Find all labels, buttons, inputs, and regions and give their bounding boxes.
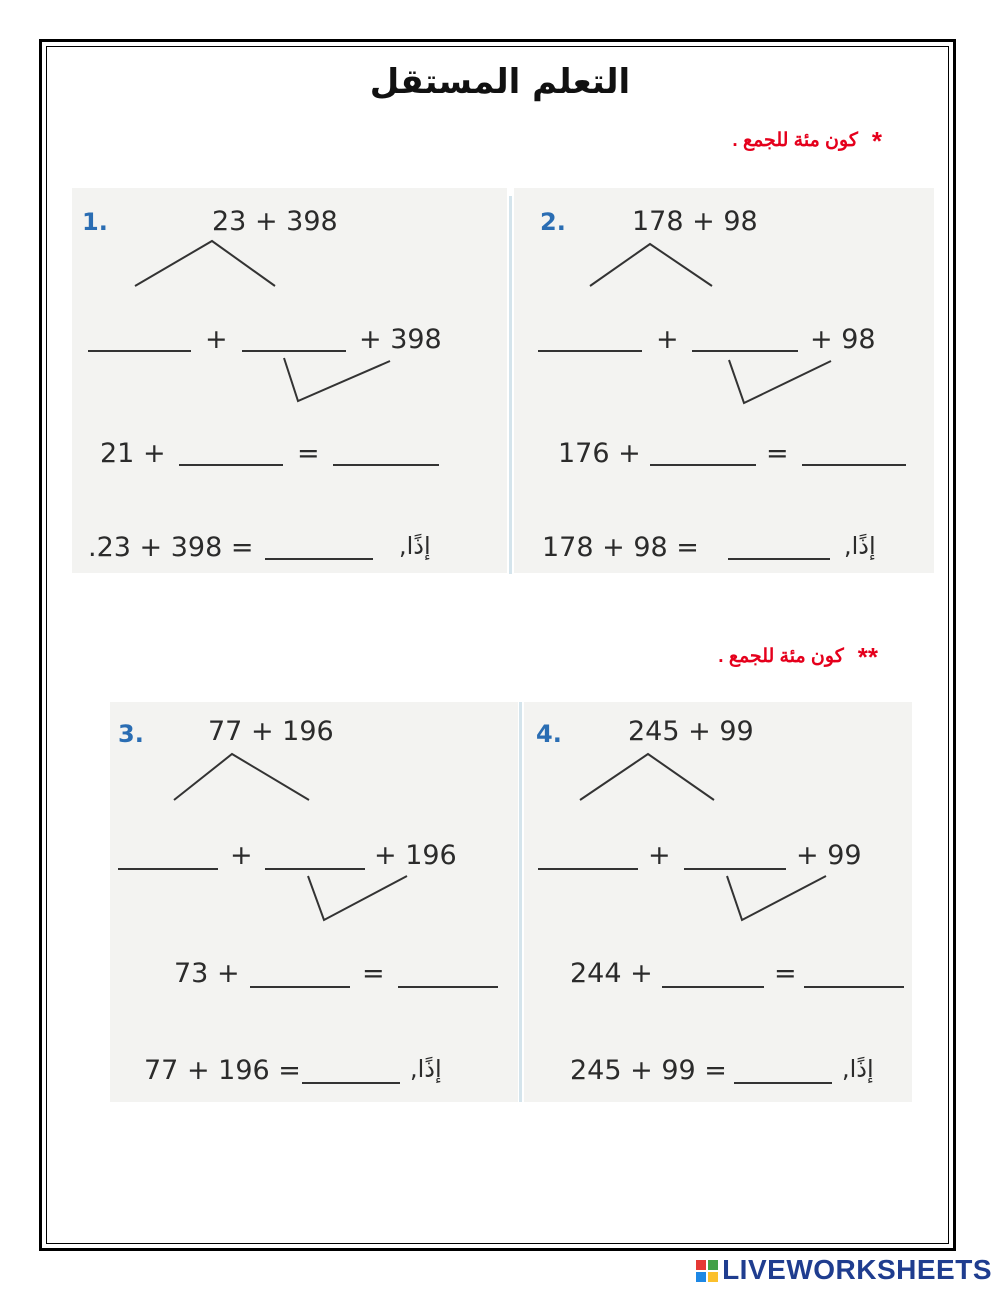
problem-1-blank-a[interactable] [88, 350, 191, 352]
problem-2-number: 2. [540, 208, 566, 236]
problem-1-number: 1. [82, 208, 108, 236]
panel-divider-top [509, 196, 512, 574]
problem-1-addend: + 398 [359, 324, 442, 355]
problem-1-blank-b[interactable] [242, 350, 346, 352]
problem-1-blank-c[interactable] [179, 464, 283, 466]
problem-1-expression: 23 + 398 [212, 206, 338, 237]
page-title: التعلم المستقل [369, 62, 631, 102]
section-1-instruction [732, 126, 882, 157]
problem-1-so: إذًا, [399, 532, 431, 560]
liveworksheets-logo-icon [696, 1260, 718, 1282]
problem-2-blank-d[interactable] [802, 464, 906, 466]
problem-2-final-expression: 178 + 98 = [542, 532, 699, 563]
panel-divider-bottom [519, 702, 522, 1102]
problem-3-blank-b[interactable] [265, 868, 365, 870]
problem-4-panel [524, 702, 912, 1102]
problem-3-blank-c[interactable] [250, 986, 350, 988]
problem-2-blank-b[interactable] [692, 350, 798, 352]
problem-2-equals: = [766, 438, 789, 469]
problem-1-final-expression: .23 + 398 = [88, 532, 254, 563]
problem-4-break-lines [524, 702, 912, 1102]
problem-4-partial: 244 + [570, 958, 653, 989]
problem-4-blank-a[interactable] [538, 868, 638, 870]
problem-3-expression: 77 + 196 [208, 716, 334, 747]
problem-4-plus: + [648, 840, 671, 871]
problem-3-break-lines [110, 702, 518, 1102]
problem-2-partial: 176 + [558, 438, 641, 469]
problem-2-expression: 178 + 98 [632, 206, 758, 237]
problem-2-plus: + [656, 324, 679, 355]
problem-4-equals: = [774, 958, 797, 989]
problem-1-partial: 21 + [100, 438, 166, 469]
section-1-stars: * [871, 126, 882, 156]
problem-3-blank-d[interactable] [398, 986, 498, 988]
problem-3-final-expression: 77 + 196 = [144, 1055, 301, 1086]
section-1-text: كون مئة للجمع . [732, 130, 858, 151]
problem-3-panel [110, 702, 518, 1102]
problem-1-equals: = [297, 438, 320, 469]
problem-4-expression: 245 + 99 [628, 716, 754, 747]
problem-2-addend: + 98 [810, 324, 876, 355]
problem-4-number: 4. [536, 720, 562, 748]
problem-2-blank-answer[interactable] [728, 558, 830, 560]
problem-2-panel [514, 188, 934, 573]
problem-1-panel [72, 188, 507, 573]
problem-1-blank-answer[interactable] [265, 558, 373, 560]
problem-4-blank-d[interactable] [804, 986, 904, 988]
problem-3-number: 3. [118, 720, 144, 748]
problem-4-blank-answer[interactable] [734, 1082, 832, 1084]
problem-3-equals: = [362, 958, 385, 989]
problem-2-blank-c[interactable] [650, 464, 756, 466]
problem-2-blank-a[interactable] [538, 350, 642, 352]
liveworksheets-footer[interactable] [696, 1254, 992, 1286]
problem-4-so: إذًا, [842, 1055, 874, 1083]
problem-2-so: إذًا, [844, 532, 876, 560]
problem-3-addend: + 196 [374, 840, 457, 871]
problem-1-plus: + [205, 324, 228, 355]
problem-1-blank-d[interactable] [333, 464, 439, 466]
problem-3-blank-answer[interactable] [302, 1082, 400, 1084]
problem-3-so: إذًا, [410, 1055, 442, 1083]
liveworksheets-brand: LIVEWORKSHEETS [722, 1254, 992, 1285]
problem-2-break-lines [514, 188, 934, 573]
problem-1-break-lines [72, 188, 507, 573]
section-2-stars: ** [857, 642, 878, 672]
problem-3-blank-a[interactable] [118, 868, 218, 870]
problem-4-blank-c[interactable] [662, 986, 764, 988]
problem-4-addend: + 99 [796, 840, 862, 871]
section-2-text: كون مئة للجمع . [718, 646, 844, 667]
section-2-instruction [718, 642, 878, 673]
problem-3-partial: 73 + [174, 958, 240, 989]
problem-3-plus: + [230, 840, 253, 871]
problem-4-blank-b[interactable] [684, 868, 786, 870]
problem-4-final-expression: 245 + 99 = [570, 1055, 727, 1086]
